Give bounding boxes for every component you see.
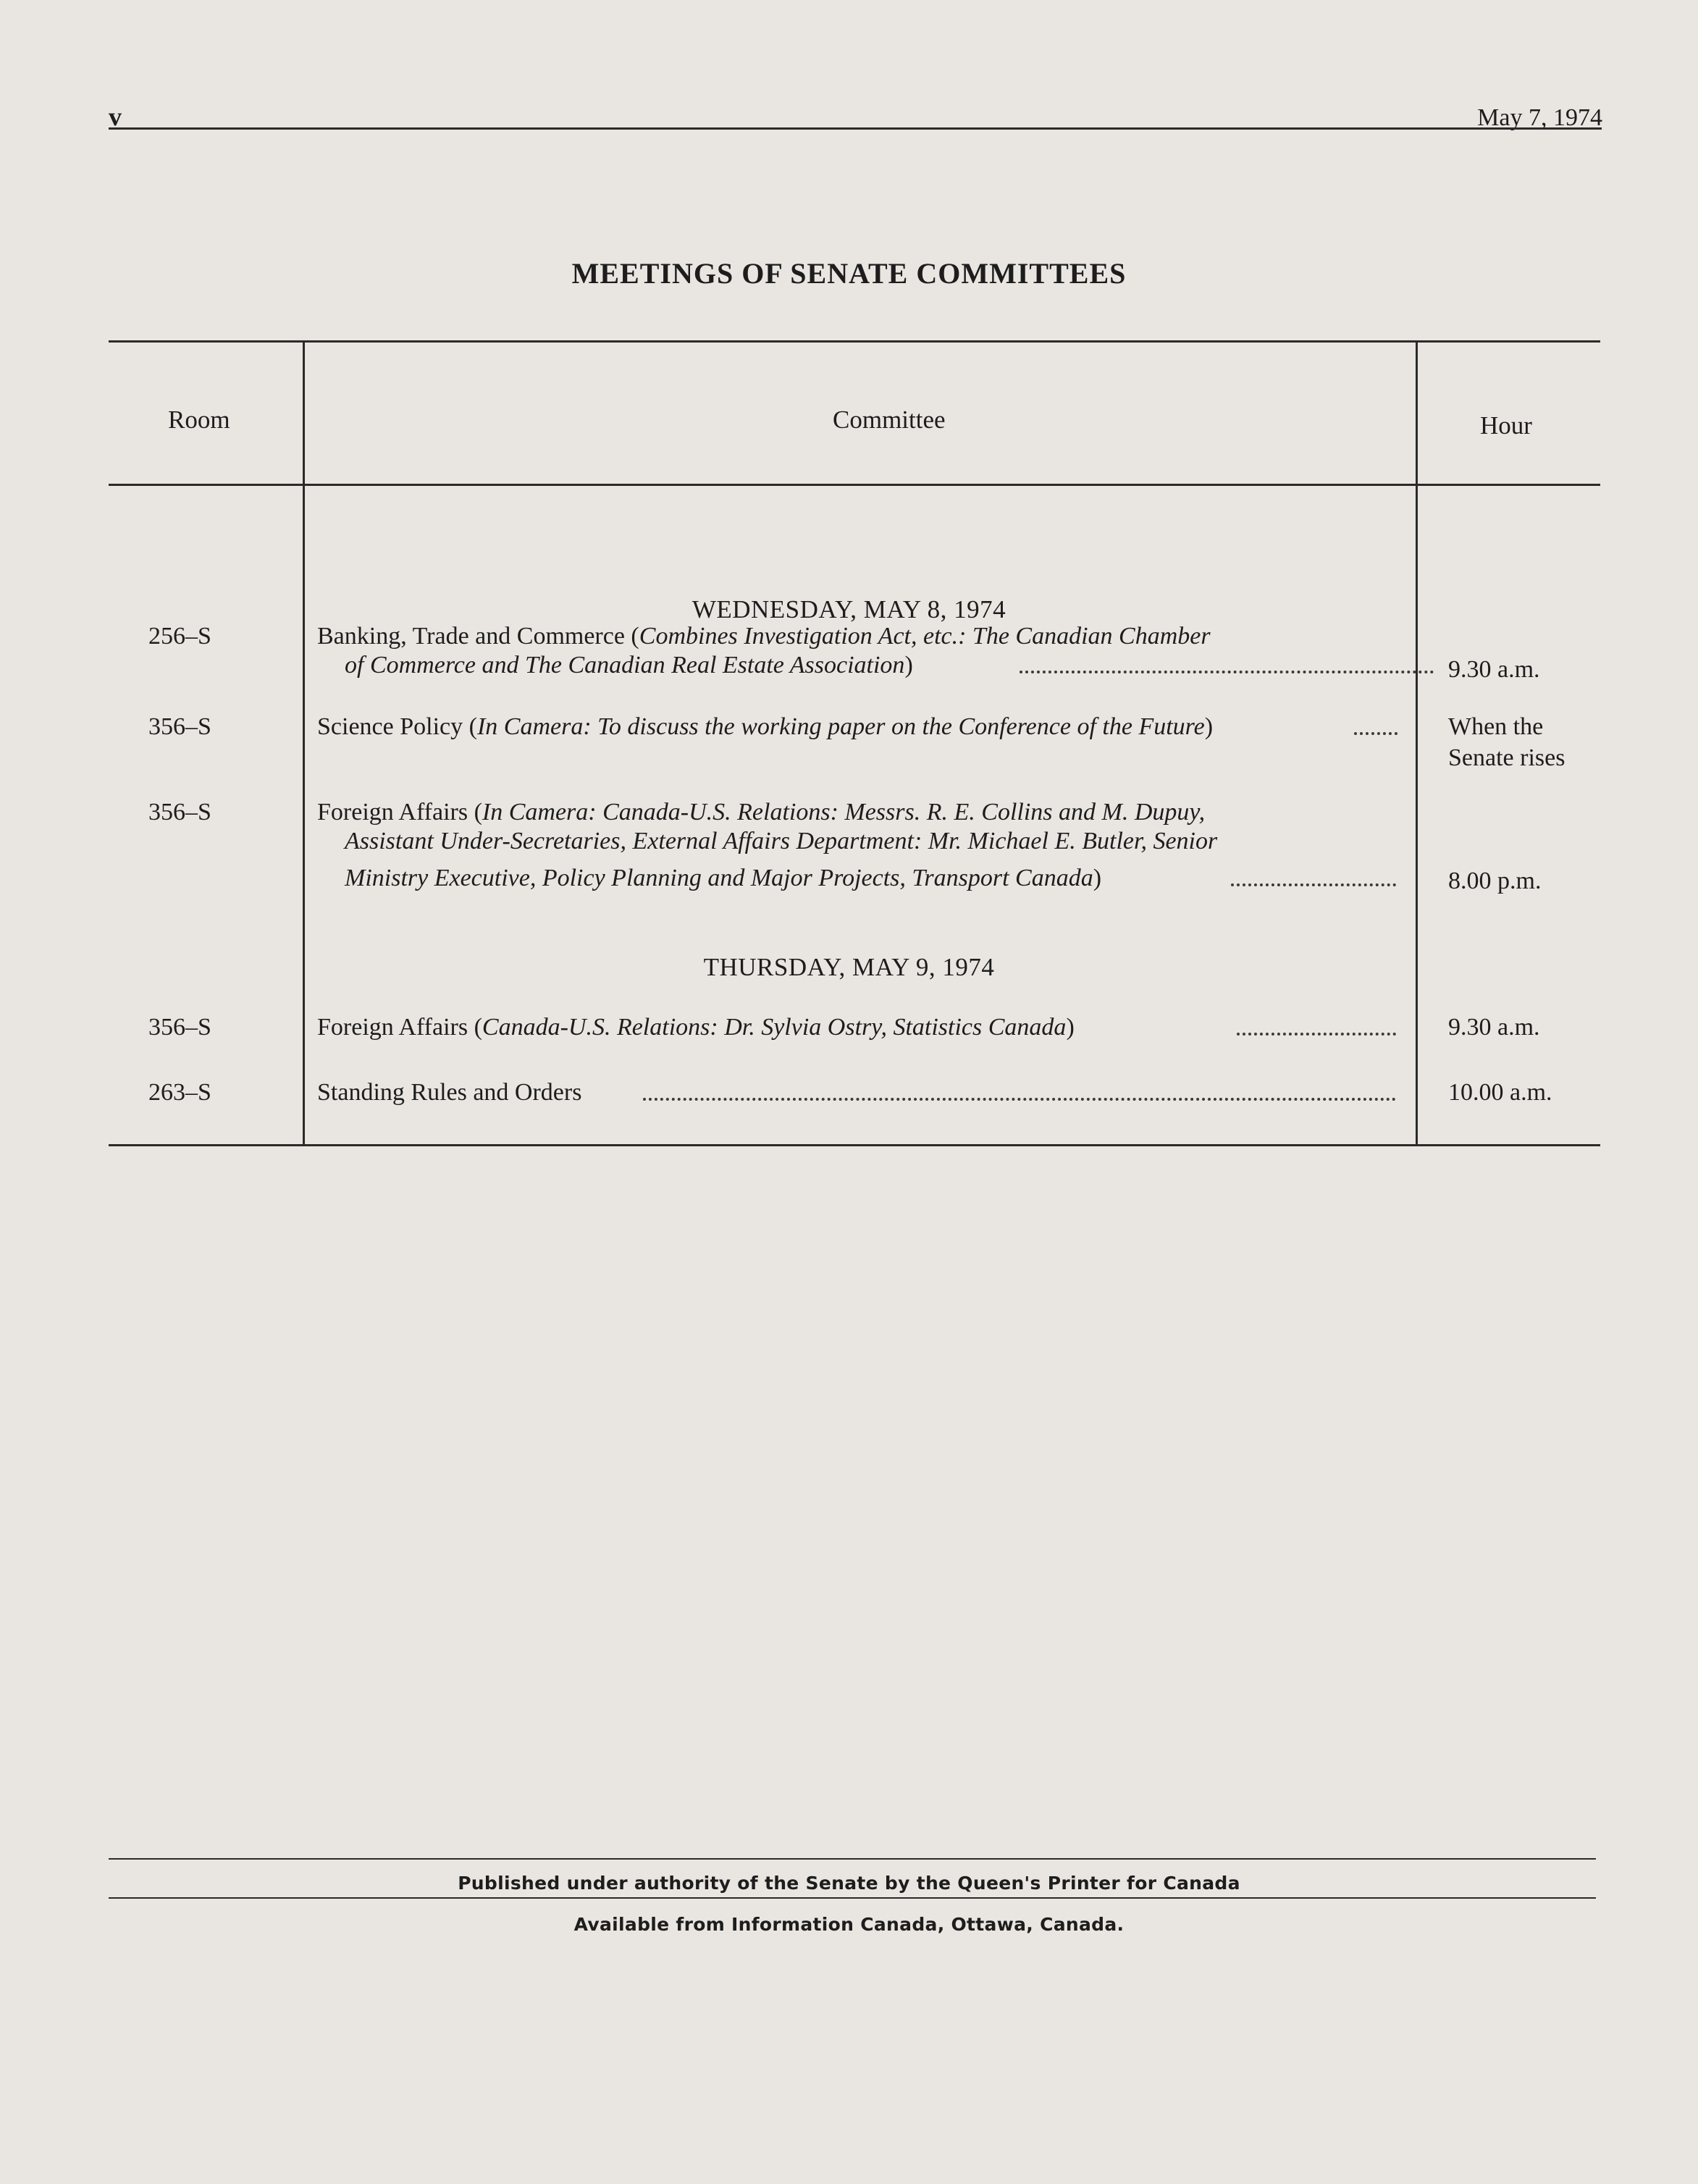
committee-subject: of Commerce and The Canadian Real Estate Association	[345, 652, 905, 679]
committee-entry	[317, 1014, 1075, 1041]
dot-leader	[1237, 1033, 1396, 1036]
dot-leader	[1231, 883, 1396, 886]
meeting-hour: 9.30 a.m.	[1448, 656, 1540, 683]
committee-name: Foreign Affairs (	[317, 1014, 482, 1041]
header-row-rule	[109, 484, 1600, 486]
closing-paren: )	[1204, 713, 1214, 740]
page-title: MEETINGS OF SENATE COMMITTEES	[571, 257, 1127, 290]
closing-paren: )	[1066, 1014, 1075, 1041]
meeting-hour: 9.30 a.m.	[1448, 1014, 1540, 1041]
committee-subject: In Camera: Canada-U.S. Relations: Messrs. R. E. Collins and M. Dupuy,	[482, 799, 1206, 826]
committee-entry-continued	[345, 828, 1217, 855]
room-number: 356–S	[148, 799, 211, 826]
meeting-hour: 8.00 p.m.	[1448, 868, 1542, 894]
committee-entry	[317, 713, 1213, 741]
dot-leader	[1354, 732, 1398, 735]
committee-entry	[317, 1079, 581, 1106]
closing-paren: )	[904, 652, 913, 679]
room-column-divider	[303, 340, 305, 1144]
committee-subject: Ministry Executive, Policy Planning and Major Projects, Transport Canada	[345, 865, 1093, 891]
hour-column-divider	[1416, 340, 1418, 1144]
footer-rule	[109, 1858, 1596, 1860]
committee-name: Foreign Affairs (	[317, 799, 482, 826]
column-header-hour: Hour	[1480, 411, 1532, 440]
room-number: 263–S	[148, 1079, 211, 1106]
meeting-hour-continued: Senate rises	[1448, 744, 1565, 771]
committee-name: Science Policy (	[317, 713, 477, 740]
meeting-hour: 10.00 a.m.	[1448, 1079, 1552, 1106]
committee-entry-continued	[345, 865, 1101, 892]
committee-entry-continued	[345, 652, 913, 679]
availability-notice: Available from Information Canada, Ottawa, Canada.	[573, 1914, 1125, 1935]
day-heading-thursday: THURSDAY, MAY 9, 1974	[703, 953, 995, 981]
committee-entry	[317, 623, 1211, 650]
room-number: 356–S	[148, 713, 211, 740]
room-number: 256–S	[148, 623, 211, 650]
header-rule	[109, 127, 1602, 130]
committee-name: Banking, Trade and Commerce (	[317, 623, 639, 650]
dot-leader	[1020, 671, 1434, 673]
page-label: v	[109, 102, 122, 131]
committee-entry	[317, 799, 1205, 826]
committee-subject: Combines Investigation Act, etc.: The Canadian Chamber	[639, 623, 1211, 650]
committee-name: Standing Rules and Orders	[317, 1079, 582, 1106]
committee-subject: In Camera: To discuss the working paper on the Conference of the Future	[476, 713, 1205, 740]
closing-paren: )	[1093, 865, 1102, 891]
room-number: 356–S	[148, 1014, 211, 1041]
table-top-rule	[109, 340, 1600, 343]
column-header-room: Room	[168, 406, 230, 434]
issue-date: May 7, 1974	[1477, 104, 1602, 131]
column-header-committee: Committee	[833, 406, 946, 434]
publication-notice: Published under authority of the Senate by the Queen's Printer for Canada	[458, 1873, 1240, 1894]
table-bottom-rule	[109, 1144, 1600, 1146]
footer-rule-lower	[109, 1897, 1596, 1899]
meeting-hour: When the	[1448, 713, 1544, 740]
committee-subject: Assistant Under-Secretaries, External Affairs Department: Mr. Michael E. Butler, Senior	[345, 828, 1218, 854]
committee-subject: Canada-U.S. Relations: Dr. Sylvia Ostry, Statistics Canada	[482, 1014, 1067, 1041]
day-heading-wednesday: WEDNESDAY, MAY 8, 1974	[692, 595, 1006, 623]
dot-leader	[643, 1098, 1396, 1101]
